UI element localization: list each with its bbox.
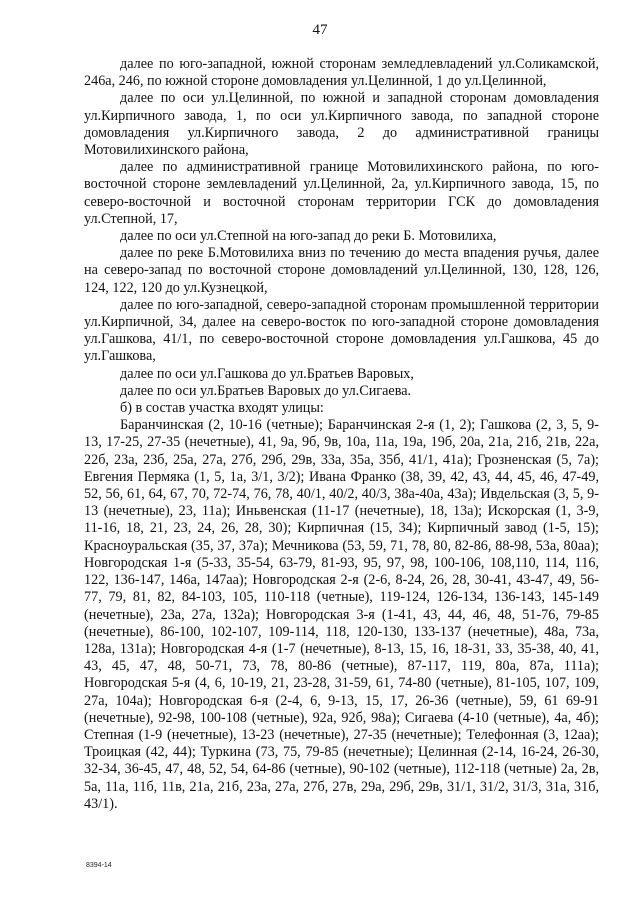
paragraph-boundary-7: далее по оси ул.Гашкова до ул.Братьев Варовых, bbox=[120, 365, 414, 382]
paragraph-boundary-5: далее по реке Б.Мотовилиха вниз по течению до места впадения ручья, далее на северо-запад по восточной стороне домовладений ул.Целинной, 130, 128, 126, 124, 122, 120 до ул.Кузнецкой, bbox=[84, 245, 599, 296]
document-body bbox=[84, 56, 599, 813]
paragraph-boundary-6: далее по юго-западной, северо-западной сторонам промышленной территории ул.Кирпичной, 34, далее на северо-восток по юго-западной стороне домовладения ул.Гашкова, 41/1, по северо-восточной стороне домовладения ул.Гашкова, 45 до ул.Гашкова, bbox=[84, 296, 599, 365]
paragraph-streets-list: Баранчинская (2, 10-16 (четные); Баранчинская 2-я (1, 2); Гашкова (2, 3, 5, 9-13, 17-25, 27-35 (нечетные), 41, 9а, 9б, 9в, 10а, 11а, 19а, 19б, 20а, 21а, 21б, 21в, 22а, 22б, 23а, 23б, 25а, 27а, 27б, 29б, 29в, 33а, 35а, 35б, 41/1, 41а); Грозненская (5, 7а); Евгения Пермяка (1, 5, 1а, 3/1, 3/2); Ивана Франко (38, 39, 42, 43, 44, 45, 46, 47-49, 52, 56, 61, 64, 67, 70, 72-74, 76, 78, 40/1, 40/2, 40/3, 38а-40а, 43а); Ивдельская (3, 5, 9-13 (нечетные), 23, 11а); Иньвенская (11-17 (нечетные), 18, 13а); Искорская (1, 3-9, 11-16, 18, 21, 23, 24, 26, 28, 30); Кирпичная (15, 34); Кирпичный завод (1-5, 15); Красноуральская (35, 37, 37а); Мечникова (53, 59, 71, 78, 80, 82-86, 88-98, 53а, 80аа); Новгородская 1-я (5-33, 35-54, 63-79, 81-93, 95, 97, 98, 100-106, 108,110, 114, 116, 122, 136-147, 146а, 147аа); Новгородская 2-я (2-6, 8-24, 26, 28, 30-41, 43-47, 49, 56-77, 79, 81, 82, 84-103, 105, 110-118 (четные), 119-124, 126-134, 136-143, 145-149 (нечетные), 23а, 27а, 132а); Новгородская 3-я (1-41, 43, 44, 46, 48, 51-76, 79-85 (нечетные), 86-100, 102-107, 109-114, 118, 120-130, 133-137 (нечетные), 48а, 73а, 128а, 131а); Новгородская 4-я (1-7 (нечетные), 8-13, 15, 16, 18-31, 33, 35-38, 40, 41, 43, 45, 47, 48, 50-71, 73, 78, 80-86 (четные), 87-117, 119, 80а, 87а, 111а); Новгородская 5-я (4, 6, 10-19, 21, 23-28, 31-59, 61, 74-80 (четные), 81-105, 107, 109, 27а, 104а); Новгородская 6-я (2-4, 6, 9-13, 15, 17, 26-36 (четные), 59, 61 69-91 (нечетные), 92-98, 100-108 (четные), 92а, 92б, 98а); Сигаева (4-10 (четные), 4а, 4б); Степная (1-9 (нечетные), 13-23 (нечетные), 27-35 (нечетные); Телефонная (3, 12аа); Троицкая (42, 44); Туркина (73, 75, 79-85 (нечетные); Целинная (2-14, 16-24, 26-30, 32-34, 36-45, 47, 48, 52, 54, 64-86 (четные), 90-102 (четные), 112-118 (четные) 2а, 2в, 5а, 11а, 11б, 11в, 21а, 21б, 23а, 27а, 27б, 27в, 29а, 29б, 29в, 31/1, 31/2, 31/3, 31а, 31б, 43/1). bbox=[84, 417, 599, 812]
paragraph-boundary-1: далее по юго-западной, южной сторонам земледлевладений ул.Соликамской, 246а, 246, по южной стороне домовладения ул.Целинной, 1 до ул.Целинной, bbox=[84, 56, 599, 90]
paragraph-boundary-8: далее по оси ул.Братьев Варовых до ул.Сигаева. bbox=[120, 382, 412, 399]
footer-code: 8394-14 bbox=[86, 862, 112, 869]
paragraph-streets-heading: б) в состав участка входят улицы: bbox=[120, 400, 324, 417]
paragraph-boundary-3: далее по административной границе Мотовилихинского района, по юго-восточной стороне землевладений ул.Целинной, 2а, ул.Кирпичного завода, 15, по северо-восточной и восточной сторонам территории ГСК до домовладения ул.Степной, 17, bbox=[84, 159, 599, 227]
paragraph-boundary-4: далее по оси ул.Степной на юго-запад до реки Б. Мотовилиха, bbox=[120, 228, 497, 245]
paragraph-boundary-2: далее по оси ул.Целинной, по южной и западной сторонам домовладения ул.Кирпичного завода, 1, по оси ул.Кирпичного завода, по западной стороне домовладения ул.Кирпичного завода, 2 до административной границы Мотовилихинского района, bbox=[84, 90, 599, 159]
page-number: 47 bbox=[312, 22, 328, 38]
